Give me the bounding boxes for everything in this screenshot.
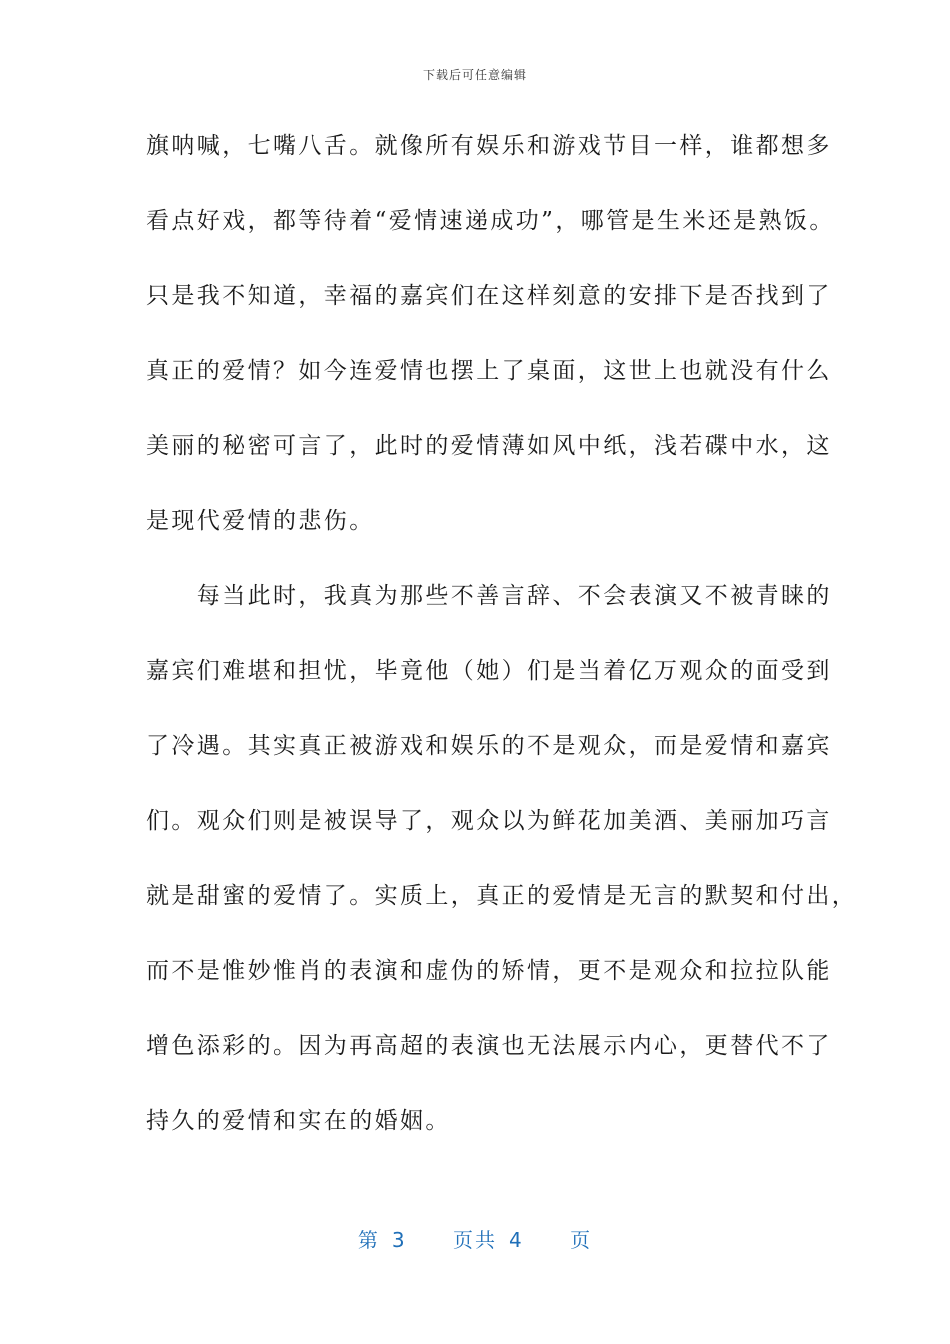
body-text [146, 118, 858, 1168]
text-line: 每当此时，我真为那些不善言辞、不会表演又不被青睐的 [146, 583, 832, 609]
text-line: 们。观众们则是被误导了，观众以为鲜花加美酒、美丽加巧言 [146, 808, 832, 834]
text-line: 持久的爱情和实在的婚姻。 [146, 1108, 451, 1134]
footer-suffix: 页 [570, 1228, 593, 1252]
text-line: 看点好戏，都等待着“爱情速递成功”，哪管是生米还是熟饭。 [146, 208, 835, 234]
text-line: 真正的爱情？如今连爱情也摆上了桌面，这世上也就没有什么 [146, 358, 832, 384]
page-header: 下载后可任意编辑 [422, 68, 527, 82]
footer-prefix: 第 [357, 1228, 380, 1252]
footer-middle: 页共 [453, 1228, 497, 1252]
text-line: 旗呐喊，七嘴八舌。就像所有娱乐和游戏节目一样，谁都想多 [146, 133, 832, 159]
text-line: 就是甜蜜的爱情了。实质上，真正的爱情是无言的默契和付出， [146, 883, 858, 909]
page-footer [0, 1224, 950, 1253]
text-line: 增色添彩的。因为再高超的表演也无法展示内心，更替代不了 [146, 1033, 832, 1059]
text-line: 是现代爱情的悲伤。 [146, 508, 375, 534]
text-line: 美丽的秘密可言了，此时的爱情薄如风中纸，浅若碟中水，这 [146, 433, 832, 459]
current-page-number: 3 [391, 1228, 407, 1252]
text-line: 嘉宾们难堪和担忧，毕竟他（她）们是当着亿万观众的面受到 [146, 658, 832, 684]
text-line: 而不是惟妙惟肖的表演和虚伪的矫情，更不是观众和拉拉队能 [146, 958, 832, 984]
text-line: 了冷遇。其实真正被游戏和娱乐的不是观众，而是爱情和嘉宾 [146, 733, 832, 759]
total-pages-number: 4 [508, 1228, 524, 1252]
text-line: 只是我不知道，幸福的嘉宾们在这样刻意的安排下是否找到了 [146, 283, 832, 309]
